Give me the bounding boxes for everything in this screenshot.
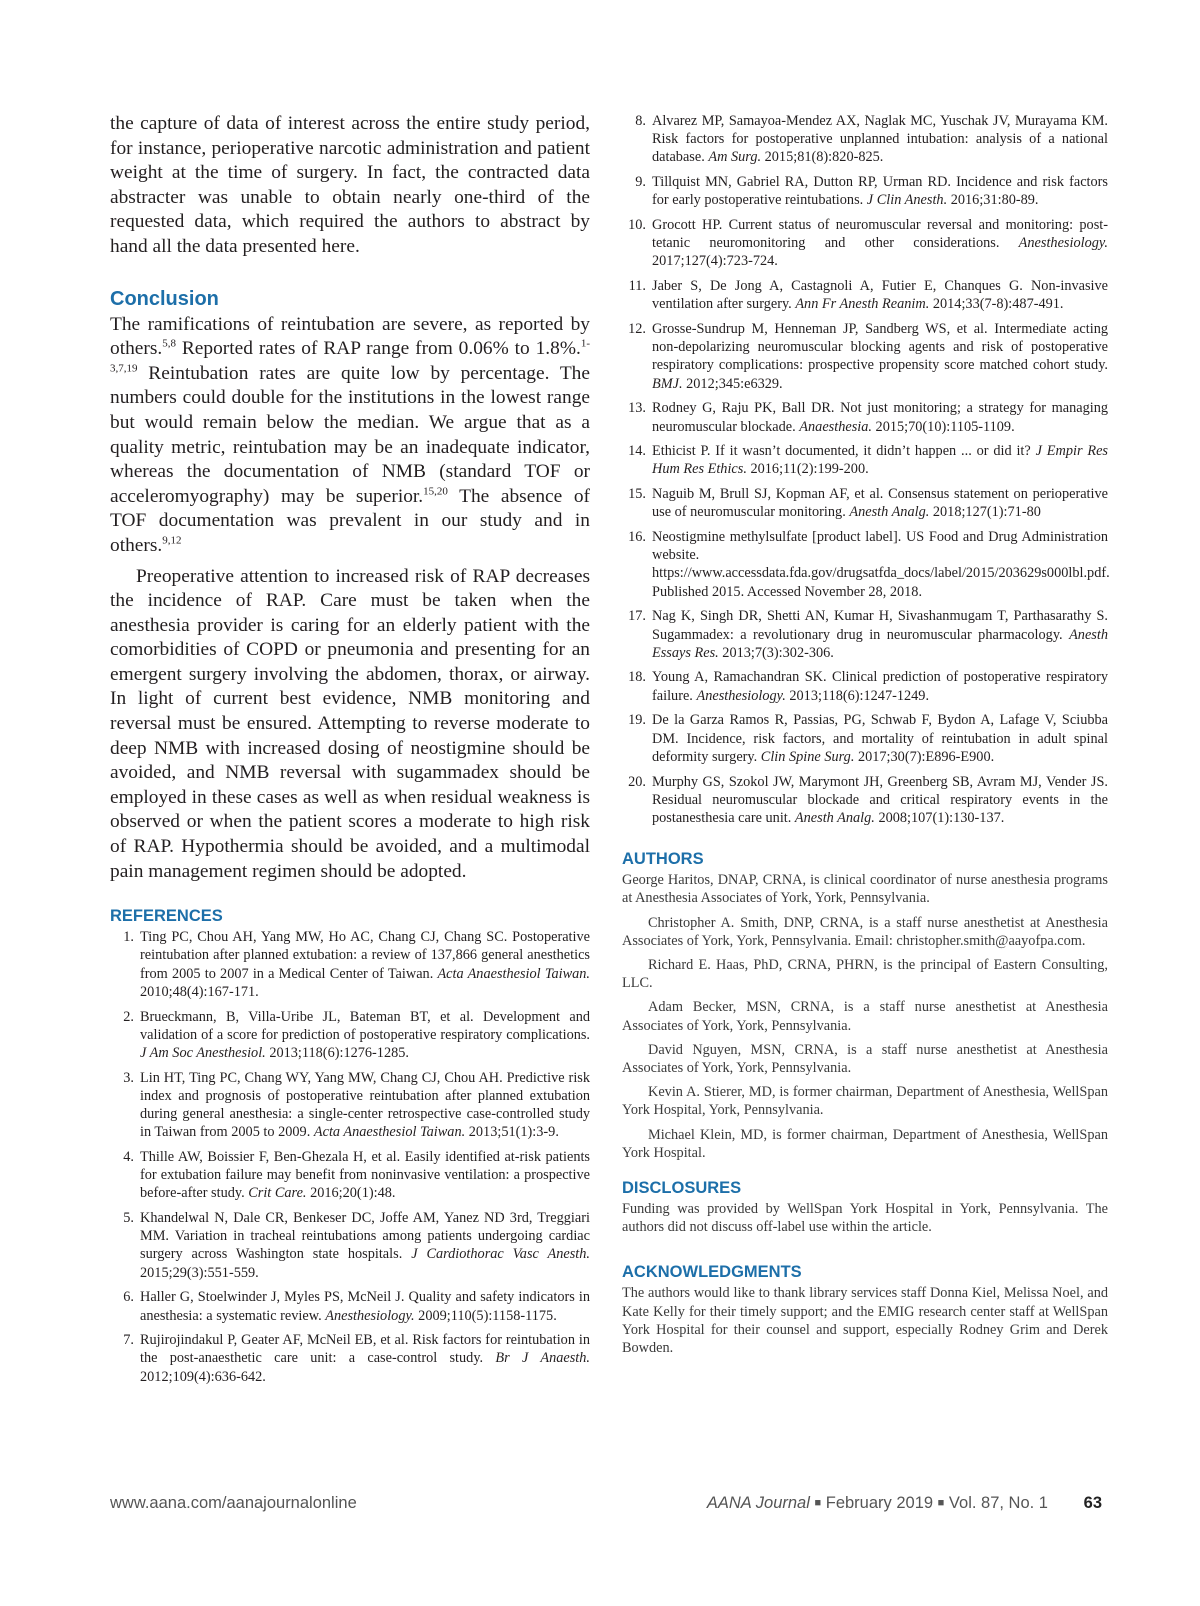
- reference-text: Alvarez MP, Samayoa-Mendez AX, Naglak MC, Yuschak JV, Murayama KM. Risk factors for postoperative unplanned intubation: analysis of a national database.: [652, 113, 1108, 166]
- reference-item: [110, 1069, 590, 1142]
- reference-item: [622, 173, 1108, 209]
- reference-citation-details: 2013;51(1):3-9.: [465, 1124, 559, 1141]
- reference-journal: Br J Anaesth.: [495, 1350, 590, 1367]
- reference-number: 4.: [123, 1148, 134, 1165]
- reference-citation-details: 2017;30(7):E896-E900.: [854, 748, 995, 765]
- reference-item: [110, 1008, 590, 1063]
- reference-journal: Am Surg.: [708, 149, 762, 166]
- journal-citation: [707, 1494, 1048, 1513]
- references-heading: REFERENCES: [110, 907, 223, 926]
- page-footer: [110, 1494, 1110, 1518]
- reference-text: Murphy GS, Szokol JW, Marymont JH, Greenberg SB, Avram MJ, Vender JS. Residual neuromuscular blockade and critical respiratory events in the postanesthesia care unit.: [652, 773, 1108, 826]
- authors-heading: AUTHORS: [622, 850, 704, 869]
- reference-item: [110, 928, 590, 1001]
- reference-text: Neostigmine methylsulfate [product label]. US Food and Drug Administration website. https://www.accessdata.fda.gov/drugsatfda_docs/label/2015/203629s000lbl.pdf. Published 2015. Accessed November 28, 2018.: [652, 529, 1110, 600]
- reference-number: 16.: [628, 529, 646, 546]
- reference-journal: Acta Anaesthesiol Taiwan.: [437, 965, 590, 982]
- references-list-left: [110, 928, 590, 1386]
- journal-name: AANA Journal: [706, 1494, 810, 1512]
- reference-item: [110, 1209, 590, 1282]
- acknowledgments-text: The authors would like to thank library services staff Donna Kiel, Melissa Noel, and Kate Kelly for their timely support; and the EMIG research center staff at WellSpan York Hospital for their counsel and support, especially Rodney Grim and Derek Bowden.: [622, 1285, 1108, 1356]
- reference-journal: Crit Care.: [248, 1185, 307, 1202]
- text-run: Reported rates of RAP range from 0.06% to 1.8%.: [176, 338, 581, 360]
- reference-item: [622, 112, 1108, 167]
- reference-citation-details: 2015;81(8):820-825.: [761, 149, 884, 166]
- disclosures-heading: DISCLOSURES: [622, 1178, 742, 1197]
- reference-number: 19.: [628, 712, 646, 729]
- author-bio: David Nguyen, MSN, CRNA, is a staff nurse anesthetist at Anesthesia Associates of York, York, Pennsylvania.: [622, 1041, 1108, 1076]
- reference-citation-details: 2008;107(1):130-137.: [874, 809, 1005, 826]
- reference-citation-details: 2014;33(7-8):487-491.: [929, 296, 1064, 313]
- reference-citation-details: 2016;20(1):48.: [306, 1185, 396, 1202]
- reference-text: Rodney G, Raju PK, Ball DR. Not just monitoring; a strategy for managing neuromuscular blockade.: [652, 400, 1108, 435]
- reference-citation-details: 2013;118(6):1247-1249.: [785, 687, 930, 704]
- reference-journal: Anesthesiology.: [1018, 235, 1108, 252]
- reference-item: [622, 320, 1108, 393]
- acknowledgments-heading: ACKNOWLEDGMENTS: [622, 1263, 802, 1282]
- reference-item: [622, 607, 1108, 662]
- reference-item: [622, 528, 1108, 601]
- reference-text: Grocott HP. Current status of neuromuscular reversal and monitoring: post-tetanic neuromonitoring and other considerations.: [652, 217, 1108, 252]
- text-run: Reintubation rates are quite low by percentage. The numbers could double for the institutions in the lowest range but would remain below the median. We argue that as a quality metric, reintubation may be an inadequate indicator, whereas the documentation of NMB (standard TOF or acceleromyography) may be superior.: [110, 362, 590, 507]
- reference-text: Ting PC, Chou AH, Yang MW, Ho AC, Chang CJ, Chang SC. Postoperative reintubation after planned extubation: a review of 137,866 general anesthetics from 2005 to 2007 in a Medical Center of Taiwan.: [140, 929, 590, 982]
- reference-item: [622, 711, 1108, 766]
- reference-journal: J Clin Anesth.: [866, 192, 948, 209]
- references-list-right: [622, 112, 1108, 827]
- reference-number: 5.: [123, 1210, 134, 1227]
- authors-list: [622, 871, 1108, 1162]
- reference-number: 13.: [628, 400, 646, 417]
- conclusion-paragraph-1: [110, 313, 590, 559]
- reference-citation-details: 2015;29(3):551-559.: [140, 1264, 259, 1281]
- reference-number: 7.: [123, 1332, 134, 1349]
- separator-square-icon: ■: [814, 1497, 822, 1509]
- reference-journal: Acta Anaesthesiol Taiwan.: [313, 1124, 466, 1141]
- reference-item: [622, 485, 1108, 521]
- page-number: 63: [1083, 1494, 1102, 1512]
- reference-journal: J Empir Res Hum Res Ethics.: [652, 443, 1108, 478]
- reference-citation-details: 2013;7(3):302-306.: [718, 644, 834, 661]
- reference-journal: Anaesthesia.: [799, 418, 872, 435]
- reference-number: 15.: [628, 486, 646, 503]
- reference-text: Haller G, Stoelwinder J, Myles PS, McNeil J. Quality and safety indicators in anesthesia: a systematic review.: [140, 1289, 590, 1324]
- reference-text: Nag K, Singh DR, Shetti AN, Kumar H, Sivashanmugam T, Parthasarathy S. Sugammadex: a revolutionary drug in neuromuscular pharmacology.: [652, 608, 1108, 643]
- text-run: The absence of TOF documentation was prevalent in our study and in others.: [110, 485, 590, 556]
- citation-superscript: 9,12: [162, 534, 182, 547]
- reference-citation-details: 2016;31:80-89.: [947, 192, 1039, 209]
- reference-text: Khandelwal N, Dale CR, Benkeser DC, Joffe AM, Yanez ND 3rd, Treggiari MM. Variation in tracheal reintubations among patients undergoing cardiac surgery across Washington state hospitals.: [140, 1210, 590, 1263]
- reference-citation-details: 2013;118(6):1276-1285.: [265, 1044, 409, 1061]
- reference-citation-details: 2015;70(10):1105-1109.: [871, 418, 1015, 435]
- author-bio: Richard E. Haas, PhD, CRNA, PHRN, is the principal of Eastern Consulting, LLC.: [622, 956, 1108, 992]
- issue-date: February 2019: [825, 1494, 934, 1512]
- reference-number: 11.: [628, 278, 646, 295]
- author-bio: Adam Becker, MSN, CRNA, is a staff nurse anesthetist at Anesthesia Associates of York, York, Pennsylvania.: [622, 999, 1108, 1034]
- author-bio: Kevin A. Stierer, MD, is former chairman, Department of Anesthesia, WellSpan York Hospital, York, Pennsylvania.: [622, 1084, 1108, 1119]
- reference-text: Young A, Ramachandran SK. Clinical prediction of postoperative respiratory failure.: [652, 669, 1108, 704]
- reference-citation-details: 2017;127(4):723-724.: [652, 253, 778, 270]
- reference-citation-details: 2016;11(2):199-200.: [746, 461, 869, 478]
- reference-number: 12.: [628, 321, 646, 338]
- reference-text: Lin HT, Ting PC, Chang WY, Yang MW, Chang CJ, Chou AH. Predictive risk index and prognosis of postoperative reintubation after planned extubation during general anesthesia: a single-center retrospective case-controlled study in Taiwan from 2005 to 2009.: [140, 1069, 590, 1141]
- intro-paragraph: the capture of data of interest across the entire study period, for instance, perioperative narcotic administration and patient weight at the time of surgery. In fact, the contracted data abstracter was unable to obtain nearly one-third of the requested data, which required the authors to abstract by hand all the data presented here.: [110, 113, 590, 257]
- reference-journal: Anesthesiology.: [696, 687, 786, 704]
- right-column: [622, 112, 1108, 1363]
- reference-journal: Anesthesiology.: [325, 1307, 415, 1324]
- reference-number: 18.: [628, 669, 646, 686]
- disclosures-text: Funding was provided by WellSpan York Hospital in York, Pennsylvania. The authors did not discuss off-label use within the article.: [622, 1200, 1108, 1236]
- reference-number: 6.: [123, 1289, 134, 1306]
- conclusion-paragraph-2: Preoperative attention to increased risk of RAP decreases the incidence of RAP. Care must be taken when the anesthesia provider is caring for an elderly patient with the comorbidities of COPD or pneumonia and presenting for an emergent surgery involving the abdomen, thorax, or airway. In light of current best evidence, NMB monitoring and reversal must be ensured. Attempting to reverse moderate to deep NMB with increased dosing of neostigmine should be avoided, and NMB reversal with sugammadex should be employed in these cases as well as when residual weakness is observed or when the patient scores a moderate to high risk of RAP. Hypothermia should be avoided, and a multimodal pain management regimen should be adopted.: [110, 565, 590, 882]
- reference-number: 9.: [635, 174, 646, 191]
- reference-number: 10.: [628, 217, 646, 234]
- reference-journal: Anesth Analg.: [849, 504, 930, 521]
- reference-text: Rujirojindakul P, Geater AF, McNeil EB, et al. Risk factors for reintubation in the post-anaesthetic care unit: a case-control study.: [140, 1332, 590, 1367]
- reference-text: Ethicist P. If it wasn’t documented, it didn’t happen ... or did it?: [652, 443, 1036, 460]
- reference-text: Grosse-Sundrup M, Henneman JP, Sandberg WS, et al. Intermediate acting non-depolarizing neuromuscular blocking agents and risk of postoperative respiratory complications: prospective propensity score matched cohort study.: [652, 321, 1108, 374]
- reference-item: [110, 1288, 590, 1324]
- volume-number: Vol. 87, No. 1: [948, 1494, 1048, 1512]
- reference-citation-details: 2012;345:e6329.: [682, 375, 783, 392]
- reference-number: 8.: [635, 113, 646, 129]
- citation-superscript: 15,20: [423, 485, 448, 498]
- reference-journal: J Cardiothorac Vasc Anesth.: [411, 1246, 590, 1263]
- reference-text: Tillquist MN, Gabriel RA, Dutton RP, Urman RD. Incidence and risk factors for early postoperative reintubations.: [652, 174, 1108, 209]
- reference-item: [622, 773, 1108, 828]
- reference-citation-details: 2018;127(1):71-80: [929, 504, 1041, 521]
- reference-item: [622, 442, 1108, 478]
- citation-superscript: 5,8: [162, 337, 176, 350]
- text-run: The ramifications of reintubation are severe, as reported by others.: [110, 313, 590, 360]
- reference-item: [622, 668, 1108, 704]
- reference-text: De la Garza Ramos R, Passias, PG, Schwab F, Bydon A, Lafage V, Sciubba DM. Incidence, risk factors, and mortality of reintubation in adult spinal deformity surgery.: [652, 712, 1108, 765]
- reference-item: [110, 1148, 590, 1203]
- reference-text: Brueckmann, B, Villa-Uribe JL, Bateman BT, et al. Development and validation of a score for prediction of postoperative respiratory complications.: [140, 1008, 590, 1043]
- reference-item: [622, 399, 1108, 435]
- reference-number: 3.: [123, 1069, 134, 1086]
- reference-journal: J Am Soc Anesthesiol.: [140, 1044, 266, 1061]
- author-bio: Michael Klein, MD, is former chairman, Department of Anesthesia, WellSpan York Hospital.: [622, 1126, 1108, 1161]
- reference-item: [622, 216, 1108, 271]
- author-bio: George Haritos, DNAP, CRNA, is clinical coordinator of nurse anesthesia programs at Anesthesia Associates of York, York, Pennsylvania.: [622, 872, 1108, 907]
- reference-number: 14.: [628, 443, 646, 460]
- reference-item: [110, 1331, 590, 1386]
- reference-number: 2.: [123, 1008, 134, 1025]
- journal-url-link[interactable]: www.aana.com/aanajournalonline: [110, 1494, 357, 1512]
- reference-citation-details: 2012;109(4):636-642.: [140, 1368, 266, 1385]
- reference-text: Thille AW, Boissier F, Ben-Ghezala H, et al. Easily identified at-risk patients for extubation failure may benefit from noninvasive ventilation: a prospective before-after study.: [140, 1148, 590, 1202]
- reference-text: Jaber S, De Jong A, Castagnoli A, Futier E, Chanques G. Non-invasive ventilation after surgery.: [652, 278, 1108, 313]
- citation-superscript: 1-3,7,19: [110, 337, 590, 375]
- reference-item: [622, 277, 1108, 313]
- reference-text: Naguib M, Brull SJ, Kopman AF, et al. Consensus statement on perioperative use of neuromuscular monitoring.: [652, 486, 1108, 521]
- reference-journal: Anesth Essays Res.: [652, 626, 1108, 661]
- reference-journal: Clin Spine Surg.: [760, 748, 855, 765]
- reference-journal: Ann Fr Anesth Reanim.: [795, 296, 930, 313]
- reference-citation-details: 2010;48(4):167-171.: [140, 983, 259, 1000]
- reference-number: 17.: [628, 608, 646, 625]
- reference-journal: Anesth Analg.: [794, 809, 875, 826]
- reference-number: 20.: [628, 773, 646, 790]
- separator-square-icon: ■: [937, 1497, 945, 1509]
- author-bio: Christopher A. Smith, DNP, CRNA, is a staff nurse anesthetist at Anesthesia Associates of York, York, Pennsylvania. Email: christopher.smith@aayofpa.com.: [622, 914, 1108, 949]
- conclusion-heading: Conclusion: [110, 287, 219, 310]
- reference-number: 1.: [123, 929, 134, 946]
- reference-journal: BMJ.: [652, 375, 683, 392]
- left-column: [110, 112, 590, 1392]
- reference-citation-details: 2009;110(5):1158-1175.: [414, 1307, 557, 1324]
